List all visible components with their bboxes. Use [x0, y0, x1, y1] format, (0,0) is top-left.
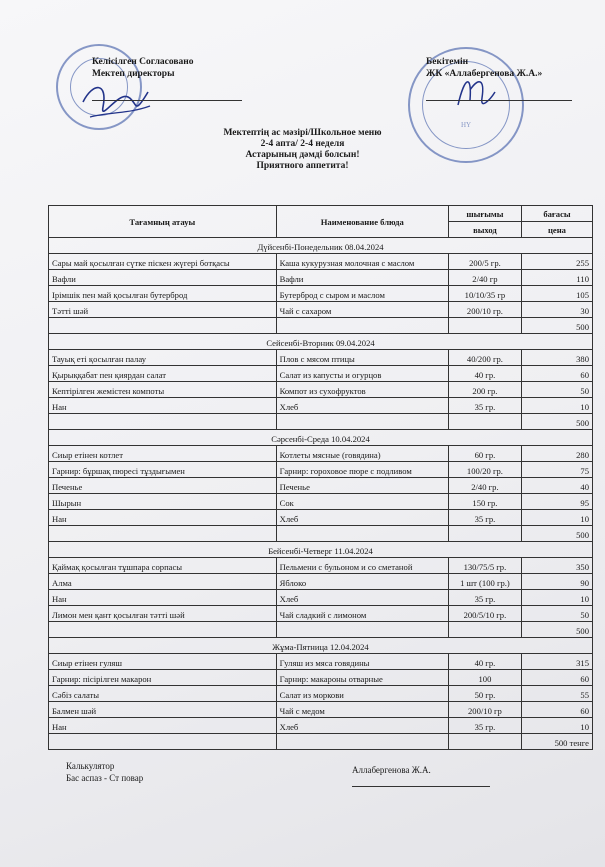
dish-price: 110: [521, 270, 592, 286]
table-row: [49, 590, 593, 606]
signature-left: [78, 72, 158, 132]
header-right-line1: Бекітемін: [426, 57, 469, 67]
title-line4: Приятного аппетита!: [256, 161, 349, 171]
empty-cell: [49, 318, 277, 334]
day-total: 500: [521, 622, 592, 638]
dish-output: 40/200 гр.: [448, 350, 521, 366]
empty-cell: [276, 318, 448, 334]
dish-name-ru: Бутерброд с сыром и маслом: [276, 286, 448, 302]
dish-name-ru: Хлеб: [276, 510, 448, 526]
dish-output: 35 гр.: [448, 398, 521, 414]
table-row: [49, 366, 593, 382]
dish-name-kz: Лимон мен қант қосылған тәтті шәй: [49, 606, 277, 622]
day-total: 500 тенге: [521, 734, 592, 750]
footer-calculator: Калькулятор: [66, 761, 115, 771]
dish-output: 50 гр.: [448, 686, 521, 702]
dish-name-kz: Сиыр етінен котлет: [49, 446, 277, 462]
dish-name-kz: Шырын: [49, 494, 277, 510]
dish-output: 100/20 гр.: [448, 462, 521, 478]
dish-name-ru: Чай с медом: [276, 702, 448, 718]
dish-output: 150 гр.: [448, 494, 521, 510]
header-left-line2: Мектеп директоры: [92, 69, 175, 79]
table-row: [49, 446, 593, 462]
day-total-row: [49, 526, 593, 542]
empty-cell: [448, 414, 521, 430]
dish-name-kz: Вафли: [49, 270, 277, 286]
day-title: Сәрсенбі-Среда 10.04.2024: [49, 430, 593, 446]
table-row: [49, 462, 593, 478]
dish-name-ru: Сок: [276, 494, 448, 510]
dish-price: 40: [521, 478, 592, 494]
day-title: Дүйсенбі-Понедельник 08.04.2024: [49, 238, 593, 254]
dish-output: 60 гр.: [448, 446, 521, 462]
empty-cell: [448, 526, 521, 542]
empty-cell: [276, 414, 448, 430]
dish-name-ru: Вафли: [276, 270, 448, 286]
stamp-center-text: НҮ: [460, 121, 472, 129]
dish-name-ru: Гарнир: гороховое пюре с подливом: [276, 462, 448, 478]
dish-name-ru: Чай с сахаром: [276, 302, 448, 318]
dish-name-kz: Гарнир: бұршақ пюресі тұздығымен: [49, 462, 277, 478]
dish-name-ru: Хлеб: [276, 718, 448, 734]
dish-output: 200/10 гр: [448, 702, 521, 718]
dish-name-kz: Печенье: [49, 478, 277, 494]
dish-price: 105: [521, 286, 592, 302]
dish-price: 50: [521, 606, 592, 622]
dish-price: 55: [521, 686, 592, 702]
col-header-price-ru: цена: [521, 222, 592, 238]
col-header-price-kz: бағасы: [521, 206, 592, 222]
dish-output: 100: [448, 670, 521, 686]
col-header-name-ru: Наименование блюда: [276, 206, 448, 238]
dish-price: 75: [521, 462, 592, 478]
dish-output: 35 гр.: [448, 510, 521, 526]
table-row: [49, 574, 593, 590]
table-row: [49, 558, 593, 574]
header-right-line2: ЖК «Аллабергенова Ж.А.»: [426, 69, 543, 79]
dish-price: 255: [521, 254, 592, 270]
table-row: [49, 398, 593, 414]
table-row: [49, 606, 593, 622]
dish-name-kz: Тауық еті қосылған палау: [49, 350, 277, 366]
dish-name-kz: Қырыққабат пен қиярдан салат: [49, 366, 277, 382]
day-total: 500: [521, 414, 592, 430]
dish-name-ru: Хлеб: [276, 590, 448, 606]
day-total-row: [49, 734, 593, 750]
footer-chef: Бас аспаз - Ст повар: [66, 773, 144, 783]
dish-price: 10: [521, 510, 592, 526]
dish-price: 350: [521, 558, 592, 574]
table-row: [49, 286, 593, 302]
dish-price: 10: [521, 718, 592, 734]
empty-cell: [49, 526, 277, 542]
dish-output: 2/40 гр.: [448, 478, 521, 494]
table-row: [49, 702, 593, 718]
day-header-row: [49, 638, 593, 654]
header-left-line1: Келісілген Согласовано: [92, 57, 194, 67]
day-header-row: [49, 238, 593, 254]
table-row: [49, 350, 593, 366]
dish-name-kz: Тәтті шәй: [49, 302, 277, 318]
empty-cell: [49, 414, 277, 430]
col-header-out-ru: выход: [448, 222, 521, 238]
dish-name-ru: Салат из моркови: [276, 686, 448, 702]
dish-name-ru: Плов с мясом птицы: [276, 350, 448, 366]
col-header-out-kz: шығымы: [448, 206, 521, 222]
day-total-row: [49, 318, 593, 334]
dish-name-kz: Ірімшік пен май қосылған бутерброд: [49, 286, 277, 302]
table-row: [49, 382, 593, 398]
day-total-row: [49, 622, 593, 638]
table-row: [49, 718, 593, 734]
table-row: [49, 654, 593, 670]
dish-price: 280: [521, 446, 592, 462]
dish-price: 90: [521, 574, 592, 590]
empty-cell: [49, 622, 277, 638]
dish-name-ru: Гуляш из мяса говядины: [276, 654, 448, 670]
dish-name-ru: Хлеб: [276, 398, 448, 414]
dish-output: 200/10 гр.: [448, 302, 521, 318]
dish-name-kz: Қаймақ қосылған тұшпара сорпасы: [49, 558, 277, 574]
col-header-name-kz: Тағамның атауы: [49, 206, 277, 238]
empty-cell: [276, 622, 448, 638]
table-row: [49, 510, 593, 526]
day-total-row: [49, 414, 593, 430]
dish-name-ru: Каша кукурузная молочная с маслом: [276, 254, 448, 270]
day-total: 500: [521, 318, 592, 334]
dish-name-ru: Пельмени с бульоном и со сметаной: [276, 558, 448, 574]
table-row: [49, 254, 593, 270]
day-title: Жұма-Пятница 12.04.2024: [49, 638, 593, 654]
header-left-underline: [92, 100, 242, 101]
dish-output: 2/40 гр: [448, 270, 521, 286]
dish-output: 35 гр.: [448, 590, 521, 606]
menu-title: [0, 128, 605, 172]
dish-price: 50: [521, 382, 592, 398]
footer-signer-name: Аллабергенова Ж.А.: [352, 765, 431, 775]
dish-price: 10: [521, 398, 592, 414]
table-row: [49, 270, 593, 286]
dish-name-kz: Нан: [49, 398, 277, 414]
dish-output: 10/10/35 гр: [448, 286, 521, 302]
dish-output: 35 гр.: [448, 718, 521, 734]
dish-price: 60: [521, 366, 592, 382]
dish-name-kz: Балмен шәй: [49, 702, 277, 718]
dish-price: 315: [521, 654, 592, 670]
day-header-row: [49, 430, 593, 446]
table-row: [49, 302, 593, 318]
day-total: 500: [521, 526, 592, 542]
dish-output: 200 гр.: [448, 382, 521, 398]
day-title: Бейсенбі-Четверг 11.04.2024: [49, 542, 593, 558]
dish-name-ru: Компот из сухофруктов: [276, 382, 448, 398]
header-right-underline: [426, 100, 572, 101]
title-line3: Астарының дәмді болсын!: [245, 150, 360, 160]
dish-name-kz: Алма: [49, 574, 277, 590]
dish-name-kz: Гарнир: пісірілген макарон: [49, 670, 277, 686]
dish-price: 60: [521, 670, 592, 686]
dish-name-kz: Сиыр етінен гуляш: [49, 654, 277, 670]
dish-name-kz: Сәбіз салаты: [49, 686, 277, 702]
table-row: [49, 478, 593, 494]
dish-price: 10: [521, 590, 592, 606]
day-header-row: [49, 542, 593, 558]
empty-cell: [49, 734, 277, 750]
dish-price: 60: [521, 702, 592, 718]
dish-name-kz: Нан: [49, 590, 277, 606]
empty-cell: [448, 622, 521, 638]
dish-output: 1 шт (100 гр.): [448, 574, 521, 590]
dish-output: 130/75/5 гр.: [448, 558, 521, 574]
dish-name-ru: Гарнир: макароны отварные: [276, 670, 448, 686]
dish-name-ru: Котлеты мясные (говядина): [276, 446, 448, 462]
dish-name-ru: Чай сладкий с лимоном: [276, 606, 448, 622]
empty-cell: [276, 734, 448, 750]
dish-price: 95: [521, 494, 592, 510]
dish-output: 200/5 гр.: [448, 254, 521, 270]
empty-cell: [448, 318, 521, 334]
dish-name-kz: Нан: [49, 718, 277, 734]
dish-name-ru: Салат из капусты и огурцов: [276, 366, 448, 382]
title-line2: 2-4 апта/ 2-4 неделя: [260, 139, 345, 149]
day-header-row: [49, 334, 593, 350]
dish-output: 40 гр.: [448, 654, 521, 670]
dish-name-ru: Яблоко: [276, 574, 448, 590]
dish-name-kz: Сары май қосылған сүтке піскен жүгері ботқасы: [49, 254, 277, 270]
dish-price: 380: [521, 350, 592, 366]
menu-table: [48, 205, 593, 750]
dish-name-ru: Печенье: [276, 478, 448, 494]
dish-output: 40 гр.: [448, 366, 521, 382]
footer-signature-line: [352, 786, 490, 787]
table-row: [49, 494, 593, 510]
day-title: Сейсенбі-Вторник 09.04.2024: [49, 334, 593, 350]
dish-price: 30: [521, 302, 592, 318]
empty-cell: [276, 526, 448, 542]
dish-output: 200/5/10 гр.: [448, 606, 521, 622]
table-row: [49, 670, 593, 686]
dish-name-kz: Кептірілген жемістен компоты: [49, 382, 277, 398]
dish-name-kz: Нан: [49, 510, 277, 526]
empty-cell: [448, 734, 521, 750]
menu-table-body: [49, 238, 593, 750]
title-line1: Мектептің ас мәзірі/Школьное меню: [223, 128, 382, 138]
table-row: [49, 686, 593, 702]
